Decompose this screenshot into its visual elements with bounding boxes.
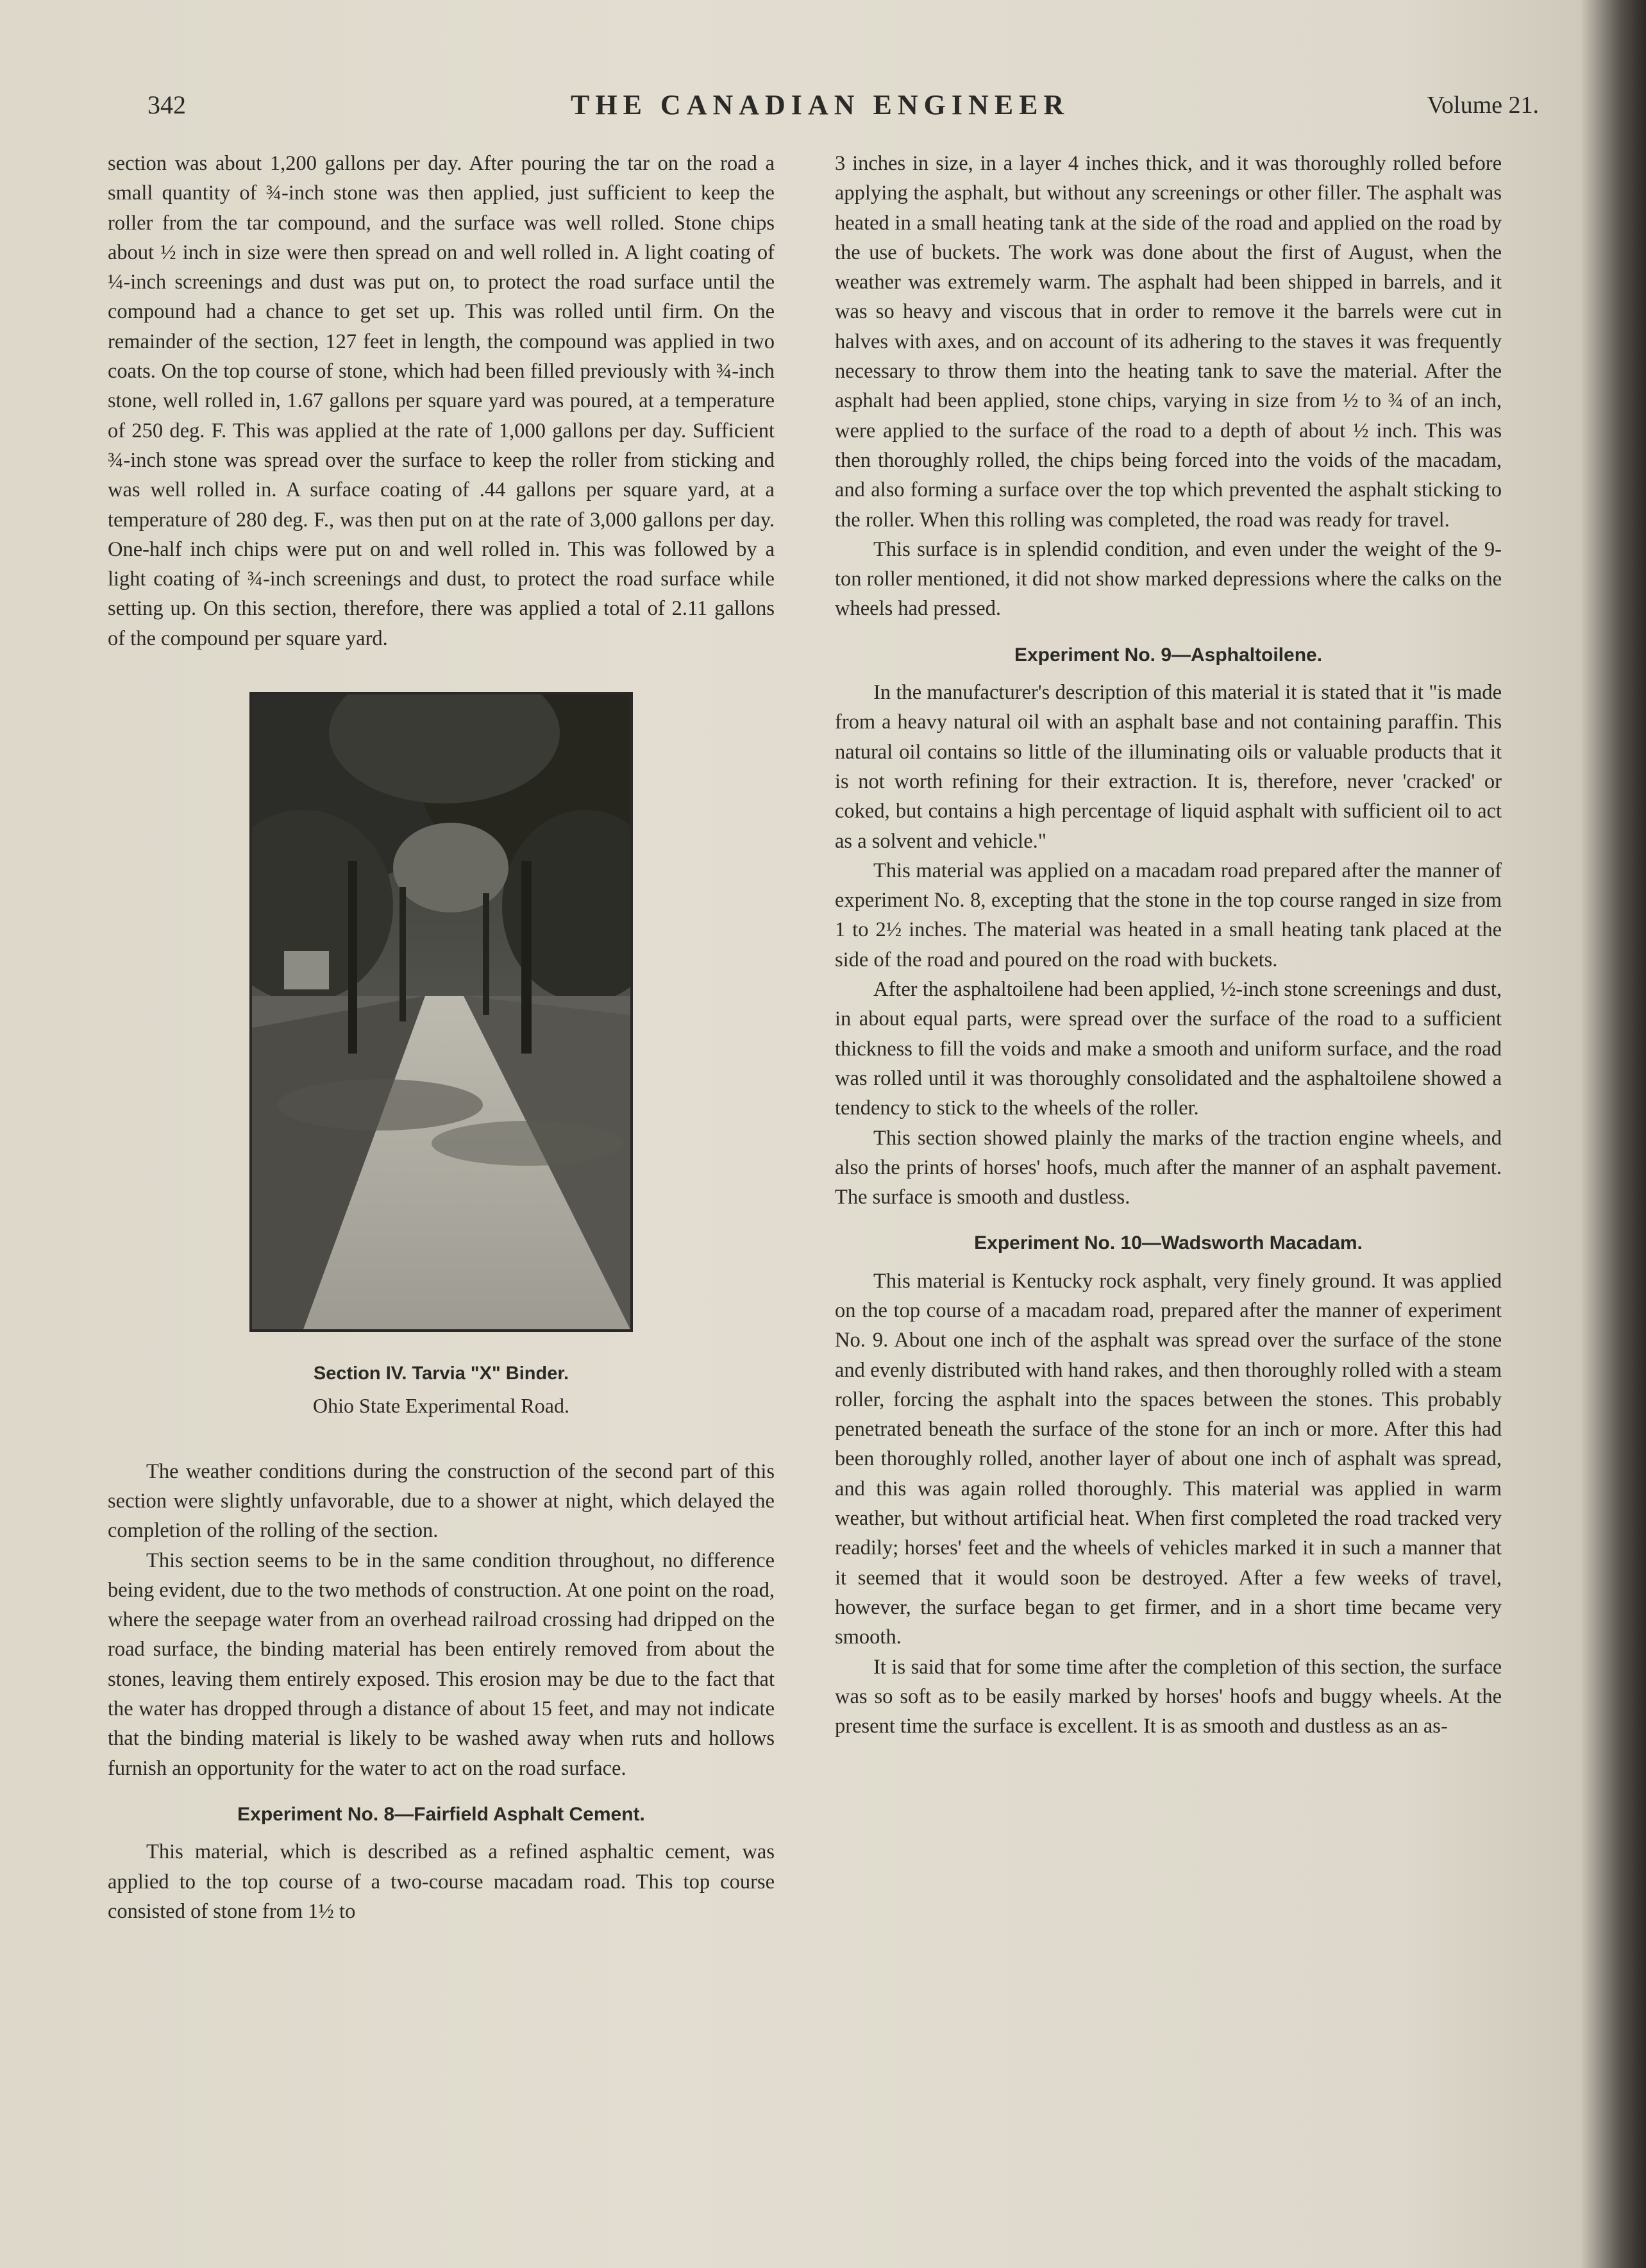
paragraph: section was about 1,200 gallons per day. After pouring the tar on the road a small quantity of ¾-inch stone was then applied, just sufficient to keep the roller from the tar compound, and the surface was well rolled. Stone chips about ½ inch in size were then spread on and well rolled in. A light coating of ¼-inch screenings and dust was put on, to protect the road surface until the compound had a chance to get set up. This was rolled until firm. On the remainder of the section, 127 feet in length, the compound was applied in two coats. On the top course of stone, which had been filled previously with ¾-inch stone, well rolled in, 1.67 gallons per square yard was poured, at a temperature of 250 deg. F. This was applied at the rate of 1,000 gallons per day. Sufficient ¾-inch stone was spread over the surface to keep the roller from sticking and was well rolled in. A surface coating of .44 gallons per square yard, at a temperature of 280 deg. F., was then put on at the rate of 3,000 gallons per day. One-half inch chips were put on and well rolled in. This was followed by a light coating of ¾-inch screenings and dust, to protect the road surface while setting up. On this section, therefore, there was applied a total of 2.11 gallons of the compound per square yard. [108,152,775,650]
paragraph: This material, which is described as a refined asphaltic cement, was applied to the top course of a two-course macadam road. This top course consisted of stone from 1½ to [108,1840,775,1923]
paragraph: This material is Kentucky rock asphalt, very finely ground. It was applied on the top course of a macadam road, prepared after the manner of experiment No. 9. About one inch of the asphalt was spread over the surface of the stone and evenly distributed with hand rakes, and then thoroughly rolled with a steam roller, forcing the asphalt into the spaces between the stones. This probably penetrated beneath the surface of the stone for an inch or more. After this had been thoroughly rolled, another layer of about one inch of asphalt was spread, and this was again rolled thoroughly. This material was applied in warm weather, but without artificial heat. When first completed the road tracked very readily; horses' feet and the wheels of vehicles marked it in such a manner that it seemed that it would soon be destroyed. After a few weeks of travel, however, the surface began to get firmer, and in a short time became very smooth. [835,1269,1502,1649]
paragraph: This material was applied on a macadam road prepared after the manner of experiment No. 8, excepting that the stone in the top course ranged in size from 1 to 2½ inches. The material was heated in a small heating tank placed at the side of the road and poured on the road with buckets. [835,859,1502,971]
figure-caption-title: Section IV. Tarvia "X" Binder. [313,1363,569,1384]
paragraph: After the asphaltoilene had been applied, ½-inch stone screenings and dust, in about equal parts, were spread over the surface of the road to a sufficient thickness to fill the voids and make a smooth and uniform surface, and the road was rolled until it was thoroughly consolidated and the asphaltoilene showed a tendency to stick to the wheels of the roller. [835,978,1502,1120]
road-photo [249,692,633,1332]
paragraph: In the manufacturer's description of this material it is stated that it "is made from a heavy natural oil with an asphalt base and not containing paraffin. This natural oil contains so little of the illuminating oils or valuable products that it is not worth refining for their extraction. It is, therefore, never 'cracked' or coked, but contains a high percentage of liquid asphalt with sufficient oil to act as a solvent and vehicle." [835,681,1502,853]
paragraph: This section seems to be in the same condition throughout, no difference being evident, due to the two methods of construction. At one point on the road, where the seepage water from an overhead railroad crossing had dripped on the road surface, the binding material has been entirely removed from about the stones, leaving them entirely exposed. This erosion may be due to the fact that the water has dropped through a distance of about 15 feet, and may not indicate that the binding material is likely to be washed away when ruts and hollows furnish an opportunity for the water to act on the road surface. [108,1549,775,1780]
page-number: 342 [147,90,186,119]
paragraph: This section showed plainly the marks of the traction engine wheels, and also the prints of horses' hoofs, much after the manner of an asphalt pavement. The surface is smooth and dustless. [835,1126,1502,1209]
right-column [835,149,1502,1741]
volume-label: Volume 21. [1427,92,1539,119]
road-photo-image [252,694,630,1329]
section-heading: Experiment No. 9—Asphaltoilene. [1014,644,1323,666]
left-column [108,149,775,1926]
figure [249,692,634,1421]
section-heading: Experiment No. 10—Wadsworth Macadam. [974,1232,1363,1254]
paragraph: The weather conditions during the construction of the second part of this section were slightly unfavorable, due to a shower at night, which delayed the completion of the rolling of the section. [108,1459,775,1543]
paragraph: It is said that for some time after the completion of this section, the surface was so soft as to be easily marked by horses' hoofs and buggy wheels. At the present time the surface is excellent. It is as smooth and dustless as an as- [835,1655,1502,1738]
paragraph: This surface is in splendid condition, and even under the weight of the 9-ton roller mentioned, it did not show marked depressions where the calks on the wheels had pressed. [835,537,1502,621]
figure-caption-subtitle: Ohio State Experimental Road. [313,1394,569,1418]
journal-title: THE CANADIAN ENGINEER [571,89,1070,121]
running-header [147,83,1558,135]
section-heading: Experiment No. 8—Fairfield Asphalt Cement. [237,1803,645,1825]
paragraph: 3 inches in size, in a layer 4 inches thick, and it was thoroughly rolled before applying the asphalt, but without any screenings or other filler. The asphalt was heated in a small heating tank at the side of the road and applied on the road by the use of buckets. The work was done about the first of August, when the weather was extremely warm. The asphalt had been shipped in barrels, and it was so heavy and viscous that in order to remove it the barrels were cut in halves with axes, and on account of its adhering to the staves it was frequently necessary to throw them into the heating tank to save the material. After the asphalt had been applied, stone chips, varying in size from ½ to ¾ of an inch, were applied to the surface of the road to a depth of about ½ inch. This was then thoroughly rolled, the chips being forced into the voids of the macadam, and also forming a surface over the top which prevented the asphalt sticking to the roller. When this rolling was completed, the road was ready for travel. [835,152,1502,532]
